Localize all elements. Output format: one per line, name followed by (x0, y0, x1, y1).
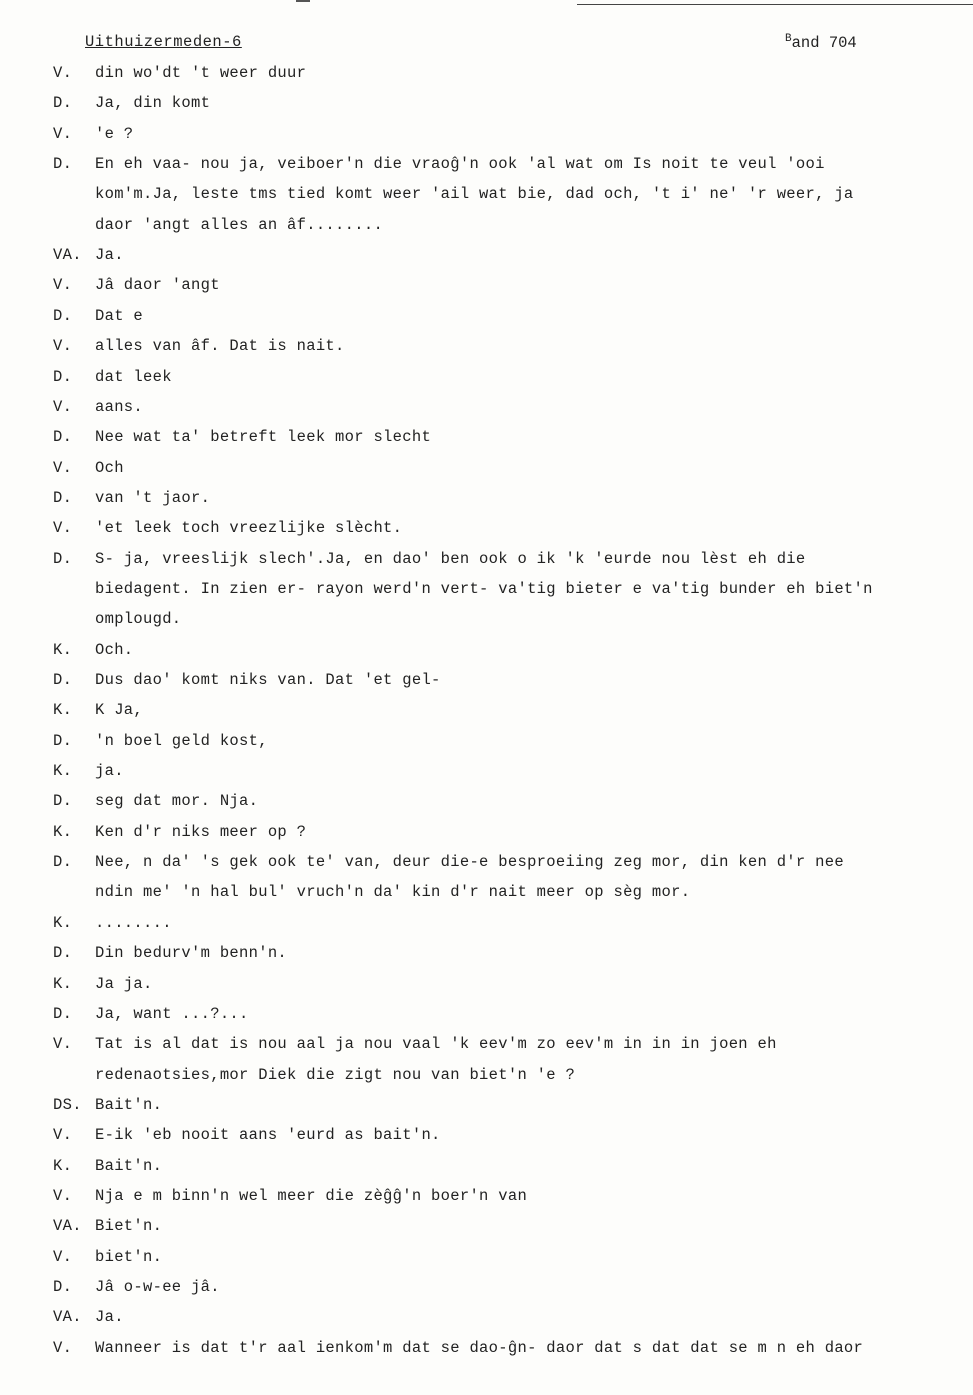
utterance-text: Dus dao' komt niks van. Dat 'et gel- (95, 671, 441, 689)
utterance-text: 'e ? (95, 124, 134, 143)
speaker-label: V. (53, 276, 73, 295)
speaker-label: D. (53, 671, 73, 689)
utterance-text: Och (95, 458, 124, 477)
speaker-label: VA. (53, 1308, 82, 1327)
speaker-label: D. (53, 1278, 73, 1296)
speaker-label: V. (53, 1186, 73, 1205)
speaker-label: K. (53, 913, 73, 932)
speaker-label: D. (53, 853, 73, 872)
speaker-label: V. (53, 397, 73, 416)
utterance-text: Bait'n. (95, 1095, 163, 1114)
utterance-text: Tat is al dat is nou aal ja nou vaal 'k eev'm zo eev'm in in in joen eh (95, 1035, 777, 1054)
speaker-label: D. (53, 428, 73, 447)
utterance-text: ........ (95, 913, 172, 932)
utterance-text: Ja. (95, 1308, 124, 1327)
speaker-label: D. (53, 94, 73, 113)
utterance-text: dat leek (95, 367, 172, 386)
speaker-label: VA. (53, 246, 82, 265)
speaker-label: D. (53, 549, 73, 568)
utterance-text: S- ja, vreeslijk slech'.Ja, en dao' ben ook o ik 'k 'eurde nou lèst eh die (95, 549, 806, 568)
page-title: Uithuizermeden-6 (85, 33, 242, 51)
utterance-text: daor 'angt alles an âf........ (95, 215, 384, 234)
utterance-text: Ja, din komt (95, 94, 211, 113)
utterance-text: van 't jaor. (95, 488, 211, 507)
utterance-text: redenaotsies,mor Diek die zigt nou van biet'n 'e ? (95, 1065, 576, 1084)
speaker-label: V. (53, 458, 73, 477)
utterance-text: biedagent. In zien er- rayon werd'n vert- va'tig bieter e va'tig bunder eh biet'n (95, 579, 873, 598)
band-prefix: B (785, 33, 792, 45)
utterance-text: Nee wat ta' betreft leek mor slecht (95, 428, 432, 447)
utterance-text: ndin me' 'n hal bul' vruch'n da' kin d'r nait meer op sèg mor. (95, 883, 691, 902)
speaker-label: D. (53, 367, 73, 386)
utterance-text: Nee, n da' 's gek ook te' van, deur die-e besproeiing zeg mor, din ken d'r nee (95, 853, 844, 872)
speaker-label: D. (53, 944, 73, 963)
speaker-label: D. (53, 488, 73, 507)
speaker-label: K. (53, 640, 73, 659)
utterance-text: Ja, want ...?... (95, 1004, 249, 1023)
speaker-label: D. (53, 731, 73, 750)
utterance-text: 'n boel geld kost, (95, 731, 268, 750)
band-number: and 704 (791, 34, 857, 52)
utterance-text: 'et leek toch vreezlijke slècht. (95, 519, 403, 538)
utterance-text: Ja ja. (95, 974, 153, 993)
top-rule (577, 4, 973, 5)
speaker-label: VA. (53, 1217, 82, 1236)
utterance-text: E-ik 'eb nooit aans 'eurd as bait'n. (95, 1126, 441, 1145)
speaker-label: K. (53, 762, 73, 781)
speaker-label: D. (53, 306, 73, 325)
utterance-text: omplougd. (95, 610, 182, 629)
utterance-text: alles van âf. Dat is nait. (95, 337, 345, 356)
speaker-label: V. (53, 1247, 73, 1266)
speaker-label: V. (53, 337, 73, 356)
utterance-text: Nja e m binn'n wel meer die zèĝĝ'n boer'n van (95, 1186, 528, 1205)
top-mark (296, 0, 310, 2)
speaker-label: D. (53, 155, 73, 174)
utterance-text: Bait'n. (95, 1156, 163, 1175)
speaker-label: V. (53, 1035, 73, 1054)
speaker-label: V. (53, 519, 73, 538)
utterance-text: din wo'dt 't weer duur (95, 64, 307, 82)
utterance-text: En eh vaa- nou ja, veiboer'n die vraoĝ'n ook 'al wat om Is noit te veul 'ooi (95, 155, 825, 174)
utterance-text: Ken d'r niks meer op ? (95, 822, 307, 841)
utterance-text: ja. (95, 762, 124, 781)
utterance-text: Och. (95, 640, 134, 659)
utterance-text: K Ja, (95, 701, 144, 720)
speaker-label: K. (53, 701, 73, 720)
utterance-text: Ja. (95, 246, 124, 265)
utterance-text: Jâ o-w-ee jâ. (95, 1278, 220, 1296)
speaker-label: V. (53, 64, 73, 82)
utterance-text: seg dat mor. Nja. (95, 792, 259, 811)
utterance-text: kom'm.Ja, leste tms tied komt weer 'ail wat bie, dad och, 't i' ne' 'r weer, ja (95, 185, 854, 204)
utterance-text: biet'n. (95, 1247, 163, 1266)
utterance-text: aans. (95, 397, 144, 416)
speaker-label: DS. (53, 1095, 82, 1114)
speaker-label: V. (53, 1126, 73, 1145)
utterance-text: Din bedurv'm benn'n. (95, 944, 288, 963)
speaker-label: D. (53, 792, 73, 811)
speaker-label: K. (53, 1156, 73, 1175)
speaker-label: D. (53, 1004, 73, 1023)
utterance-text: Biet'n. (95, 1217, 163, 1236)
speaker-label: K. (53, 822, 73, 841)
utterance-text: Wanneer is dat t'r aal ienkom'm dat se dao-ĝn- daor dat s dat dat se m n eh daor (95, 1338, 864, 1357)
speaker-label: K. (53, 974, 73, 993)
band-label (785, 33, 857, 52)
utterance-text: Dat e (95, 306, 144, 325)
speaker-label: V. (53, 1338, 73, 1357)
utterance-text: Jâ daor 'angt (95, 276, 220, 295)
speaker-label: V. (53, 124, 73, 143)
